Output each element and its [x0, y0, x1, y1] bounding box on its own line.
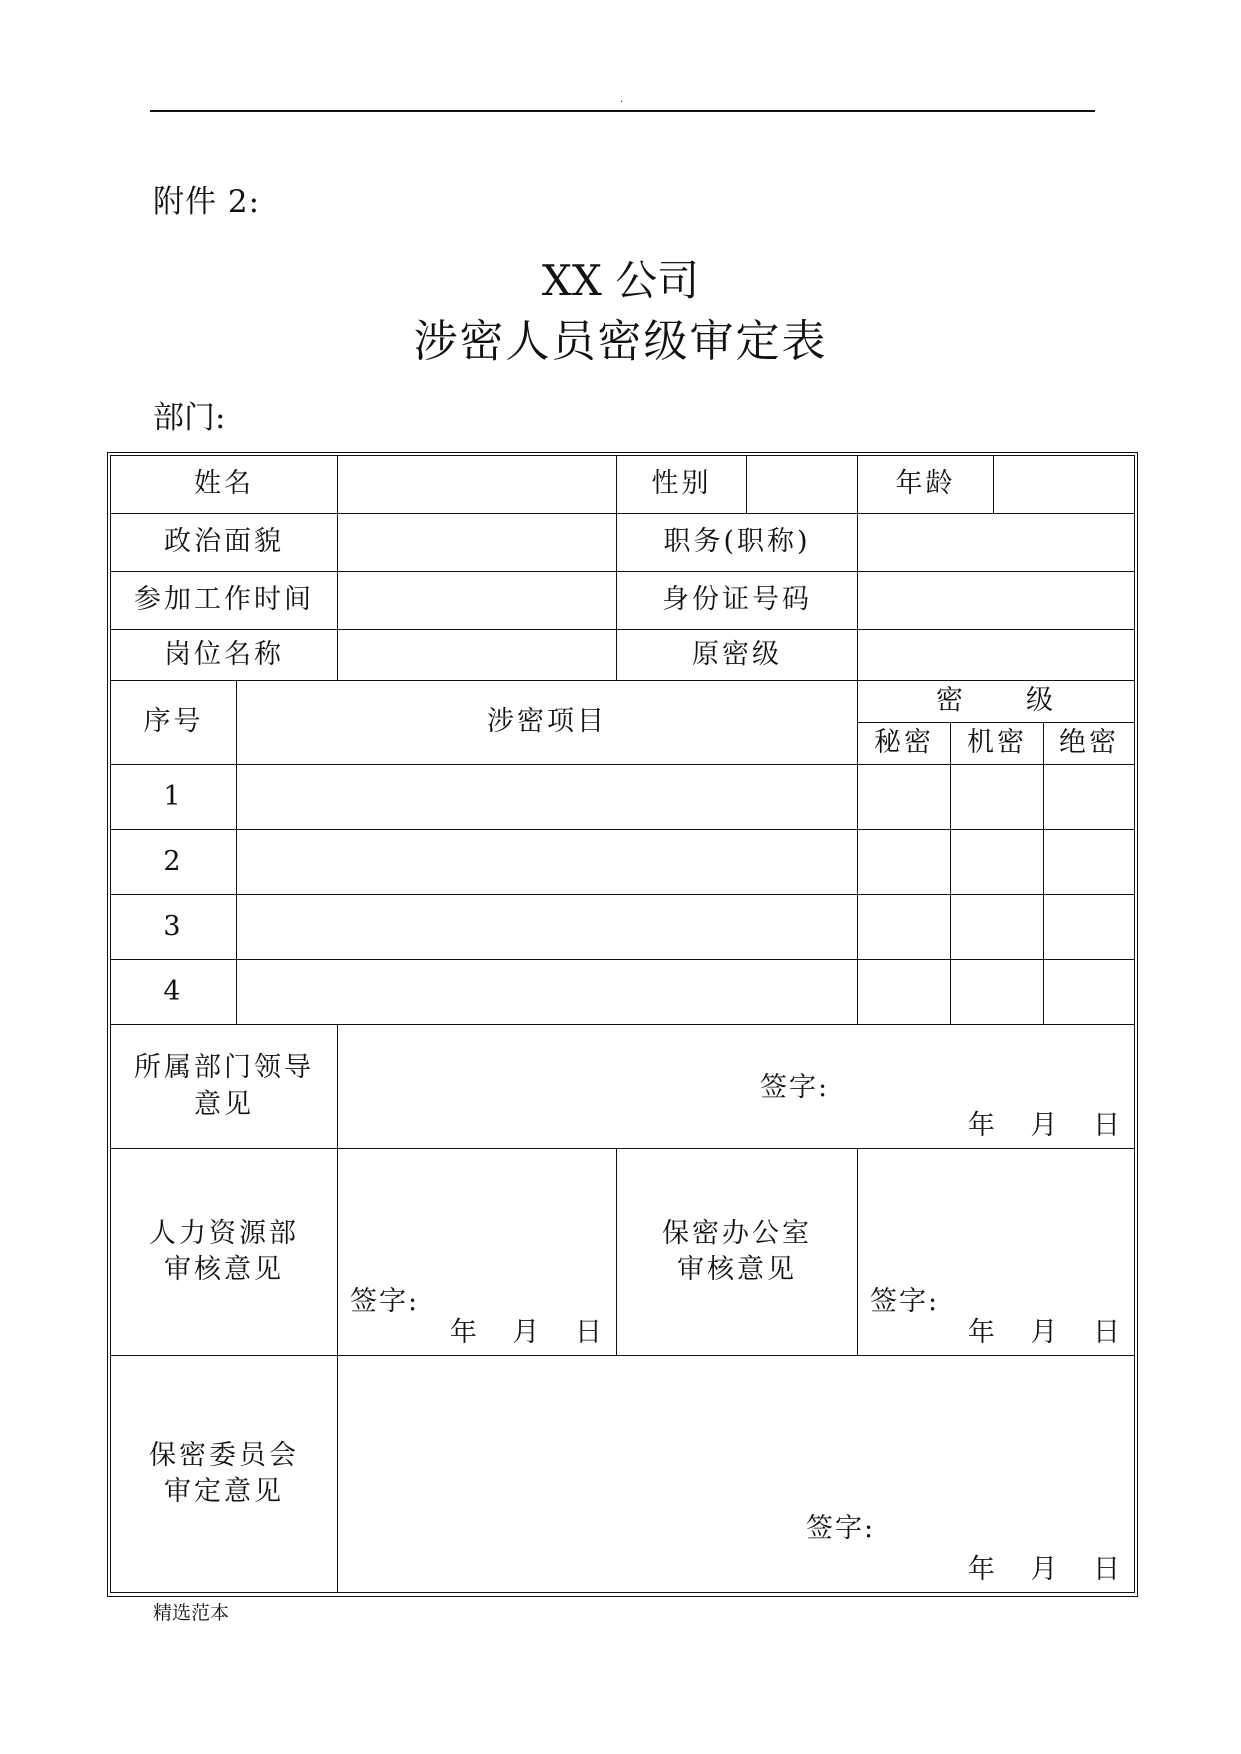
dept-leader-opinion-field[interactable] [338, 1025, 1135, 1149]
post-name-field[interactable] [338, 630, 617, 681]
review-form-table [110, 455, 1135, 1593]
gender-label: 性别 [617, 456, 747, 514]
secret-check[interactable] [858, 895, 951, 960]
header-rule [150, 110, 1095, 112]
age-label: 年龄 [858, 456, 994, 514]
hr-sign-label: 签字: [350, 1286, 420, 1317]
row-number: 1 [111, 765, 237, 830]
work-start-field[interactable] [338, 572, 617, 630]
header-dot: . [620, 94, 624, 105]
secrecy-office-label: 保密办公室审核意见 [617, 1149, 858, 1356]
id-number-field[interactable] [858, 572, 1135, 630]
secret-check[interactable] [858, 830, 951, 895]
level-header: 密 级 [858, 681, 1135, 723]
top-secret-check[interactable] [1044, 960, 1135, 1025]
seq-header: 序号 [111, 681, 237, 765]
name-field[interactable] [338, 456, 617, 514]
secrecy-office-date-label: 年 月 日 [967, 1316, 1120, 1348]
name-label: 姓名 [111, 456, 338, 514]
committee-opinion-field[interactable] [338, 1356, 1135, 1593]
form-title: 涉密人员密级审定表 [413, 316, 828, 367]
item-field[interactable] [237, 895, 858, 960]
company-title: XX 公司 [541, 256, 700, 305]
confidential-check[interactable] [951, 830, 1044, 895]
hr-opinion-field[interactable] [338, 1149, 617, 1356]
level-top-secret-header: 绝密 [1044, 723, 1135, 765]
original-level-label: 原密级 [617, 630, 858, 681]
row-number: 2 [111, 830, 237, 895]
work-start-label: 参加工作时间 [111, 572, 338, 630]
committee-label: 保密委员会审定意见 [111, 1356, 338, 1593]
id-number-label: 身份证号码 [617, 572, 858, 630]
item-field[interactable] [237, 960, 858, 1025]
row-number: 3 [111, 895, 237, 960]
political-status-label: 政治面貌 [111, 514, 338, 572]
footer-text: 精选范本 [153, 1602, 230, 1624]
row-number: 4 [111, 960, 237, 1025]
secret-check[interactable] [858, 765, 951, 830]
post-name-label: 岗位名称 [111, 630, 338, 681]
dept-leader-label: 所属部门领导意见 [111, 1025, 338, 1149]
confidential-check[interactable] [951, 765, 1044, 830]
confidential-check[interactable] [951, 895, 1044, 960]
committee-sign-label: 签字: [806, 1513, 876, 1544]
item-field[interactable] [237, 765, 858, 830]
hr-label: 人力资源部审核意见 [111, 1149, 338, 1356]
secret-check[interactable] [858, 960, 951, 1025]
item-header: 涉密项目 [237, 681, 858, 765]
secrecy-office-sign-label: 签字: [870, 1286, 940, 1317]
political-status-field[interactable] [338, 514, 617, 572]
committee-date-label: 年 月 日 [967, 1553, 1120, 1585]
original-level-field[interactable] [858, 630, 1135, 681]
item-field[interactable] [237, 830, 858, 895]
gender-field[interactable] [747, 456, 858, 514]
position-field[interactable] [858, 514, 1135, 572]
position-label: 职务(职称) [617, 514, 858, 572]
top-secret-check[interactable] [1044, 830, 1135, 895]
level-secret-header: 秘密 [858, 723, 951, 765]
dept-leader-date-label: 年 月 日 [967, 1109, 1120, 1141]
confidential-check[interactable] [951, 960, 1044, 1025]
top-secret-check[interactable] [1044, 895, 1135, 960]
hr-date-label: 年 月 日 [449, 1316, 602, 1348]
age-field[interactable] [994, 456, 1135, 514]
top-secret-check[interactable] [1044, 765, 1135, 830]
attachment-label: 附件 2: [153, 184, 261, 220]
department-label: 部门: [153, 400, 226, 436]
level-confidential-header: 机密 [951, 723, 1044, 765]
dept-leader-sign-label: 签字: [760, 1072, 830, 1103]
secrecy-office-opinion-field[interactable] [858, 1149, 1135, 1356]
